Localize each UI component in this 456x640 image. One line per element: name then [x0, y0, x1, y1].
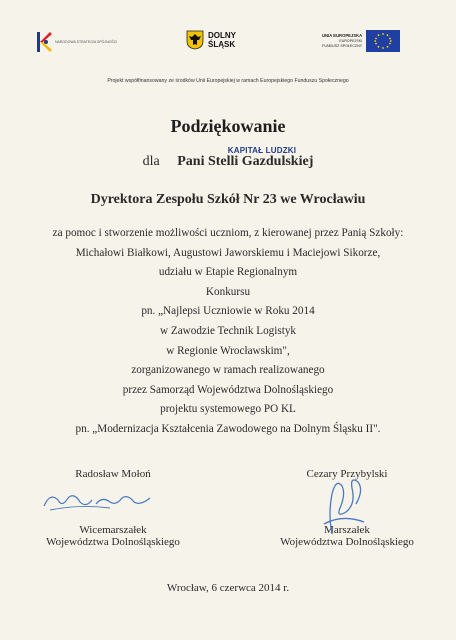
eu-logo: [322, 30, 400, 52]
body-line: w Zawodzie Technik Logistyk: [159, 324, 297, 337]
eu-line1: UNIA EUROPEJSKA: [322, 33, 363, 38]
certificate-body: [0, 224, 456, 440]
kapital-ludzki-subtitle: NARODOWA STRATEGIA SPÓJNOŚCI: [55, 40, 118, 44]
body-line: przez Samorząd Województwa Dolnośląskiego: [122, 383, 334, 396]
kapital-ludzki-title: KAPITAŁ LUDZKI: [227, 146, 297, 155]
dolny-slask-eagle-icon: [186, 30, 204, 50]
body-line: w Regionie Wrocławskim",: [166, 344, 290, 357]
body-line: za pomoc i stworzenie możliwości uczniom, z kierowanej przez Panią Szkoły:: [52, 227, 404, 239]
body-line: udziału w Etapie Regionalnym: [158, 266, 298, 279]
signatory-role-right-2: Województwa Dolnośląskiego: [280, 536, 414, 548]
signature-block-right: [262, 468, 432, 548]
recipient-prefix: dla: [142, 154, 160, 169]
eu-flag-icon: [366, 30, 400, 52]
signatory-role-left-1: Wicemarszałek: [79, 524, 147, 536]
handwritten-signature-right: [302, 464, 382, 544]
eu-line3: FUNDUSZ SPOŁECZNY: [322, 44, 363, 48]
eu-line2: EUROPEJSKI: [339, 39, 363, 43]
dolny-slask-logo: [186, 30, 236, 50]
body-line: zorganizowanego w ramach realizowanego: [131, 364, 325, 377]
recipient-line: [0, 154, 456, 170]
signatory-name-left: Radosław Mołoń: [75, 468, 151, 480]
body-line: Michałowi Białkowi, Augustowi Jaworskiemu i Maciejowi Sikorze,: [75, 246, 381, 259]
issue-date: Wrocław, 6 czerwca 2014 r.: [166, 582, 290, 594]
certificate-title: Podziękowanie: [170, 116, 286, 136]
signatory-role-left-2: Województwa Dolnośląskiego: [46, 536, 180, 548]
dolny-slask-line1: DOLNY: [208, 31, 236, 40]
recipient-name: Pani Stelli Gazdulskiej: [177, 154, 314, 169]
body-line: pn. „Modernizacja Kształcenia Zawodowego na Dolnym Śląsku II".: [75, 422, 381, 435]
body-line: projektu systemowego PO KL: [160, 403, 296, 416]
signatory-role-right-1: Marszałek: [324, 524, 370, 536]
signature-block-left: [28, 468, 198, 548]
signatory-name-right: Cezary Przybylski: [306, 468, 388, 480]
cofinancing-note: Projekt współfinansowany ze środków Unii Europejskiej w ramach Europejskiego Funduszu Społecznego: [107, 78, 349, 84]
dolny-slask-line2: ŚLĄSK: [208, 40, 236, 49]
body-line: Konkursu: [205, 285, 251, 298]
body-line: pn. „Najlepsi Uczniowie w Roku 2014: [141, 305, 315, 318]
kapital-ludzki-logo-icon: [34, 30, 52, 54]
recipient-position: Dyrektora Zespołu Szkół Nr 23 we Wrocławiu: [90, 192, 366, 207]
handwritten-signature-left: [40, 486, 160, 516]
